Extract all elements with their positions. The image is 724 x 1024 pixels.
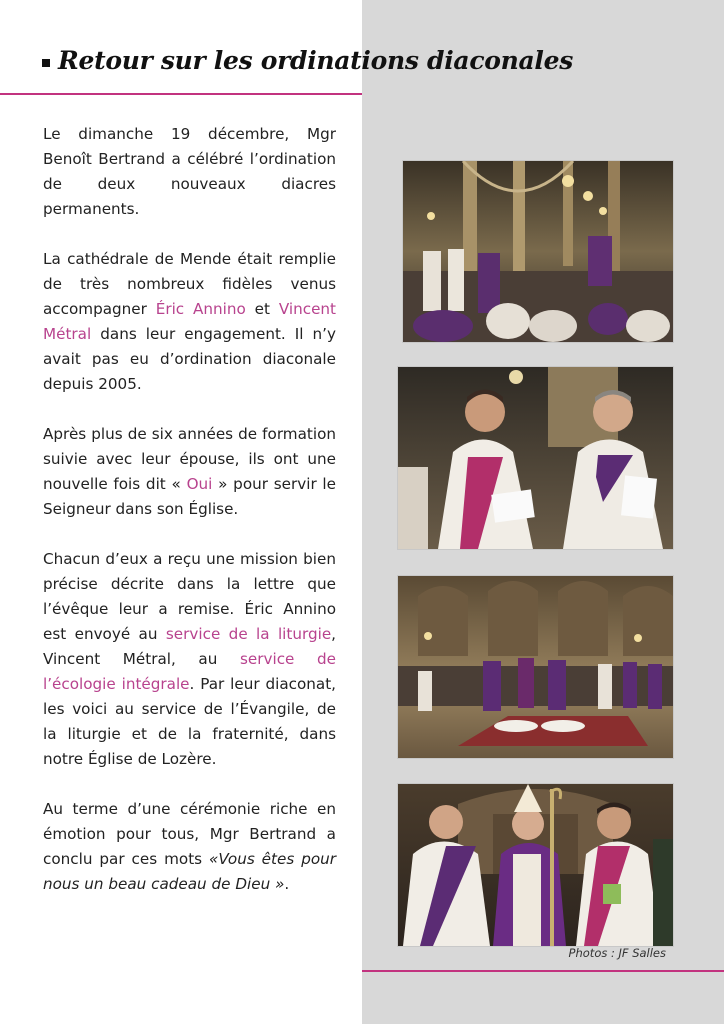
mission-ecologie: service de l’écologie intégrale <box>43 650 336 693</box>
name-vincent-metral: Vincent Métral <box>43 300 336 343</box>
page-title: Retour sur les ordinations diaconales <box>58 45 573 75</box>
photo-prostration <box>397 575 674 759</box>
photo-two-deacons <box>397 366 674 550</box>
paragraph-1: Le dimanche 19 décembre, Mgr Benoît Bertrand a célébré l’ordination de deux nouveaux diacres permanents. <box>43 125 336 218</box>
paragraph-2: La cathédrale de Mende était remplie de très nombreux fidèles venus accompagner Éric Annino et Vincent Métral dans leur engagement. Il n’y avait pas eu d’ordination diaconale depuis 2005. <box>43 250 336 393</box>
paragraph-4: Chacun d’eux a reçu une mission bien précise décrite dans la lettre que l’évêque leur a remise. Éric Annino est envoyé au service de la liturgie, Vincent Métral, au service de l’écologie intégrale. Par leur diaconat, les voici au service de l’Évangile, de la liturgie et de la fraternité, dans notre Église de Lozère. <box>43 550 336 768</box>
paragraph-3: Après plus de six années de formation suivie avec leur épouse, ils ont une nouvelle fois dit « Oui » pour servir le Seigneur dans son Église. <box>43 425 336 518</box>
title-divider <box>0 93 362 95</box>
mission-liturgie: service de la liturgie <box>165 625 332 643</box>
oui-highlight: Oui <box>186 475 213 493</box>
name-eric-annino: Éric Annino <box>155 300 246 318</box>
bishop-quote: «Vous êtes pour nous un beau cadeau de Dieu » <box>43 850 336 893</box>
page-header <box>42 36 573 84</box>
bottom-divider <box>362 970 724 972</box>
photo-bishop-with-deacons <box>397 783 674 947</box>
photo-credit: Photos : JF Salles <box>568 946 666 960</box>
title-bullet-icon <box>42 59 50 67</box>
photo-cathedral-nave <box>402 160 674 343</box>
article-body <box>43 122 336 922</box>
paragraph-5: Au terme d’une cérémonie riche en émotion pour tous, Mgr Bertrand a conclu par ces mots «Vous êtes pour nous un beau cadeau de Dieu ». <box>43 800 336 893</box>
